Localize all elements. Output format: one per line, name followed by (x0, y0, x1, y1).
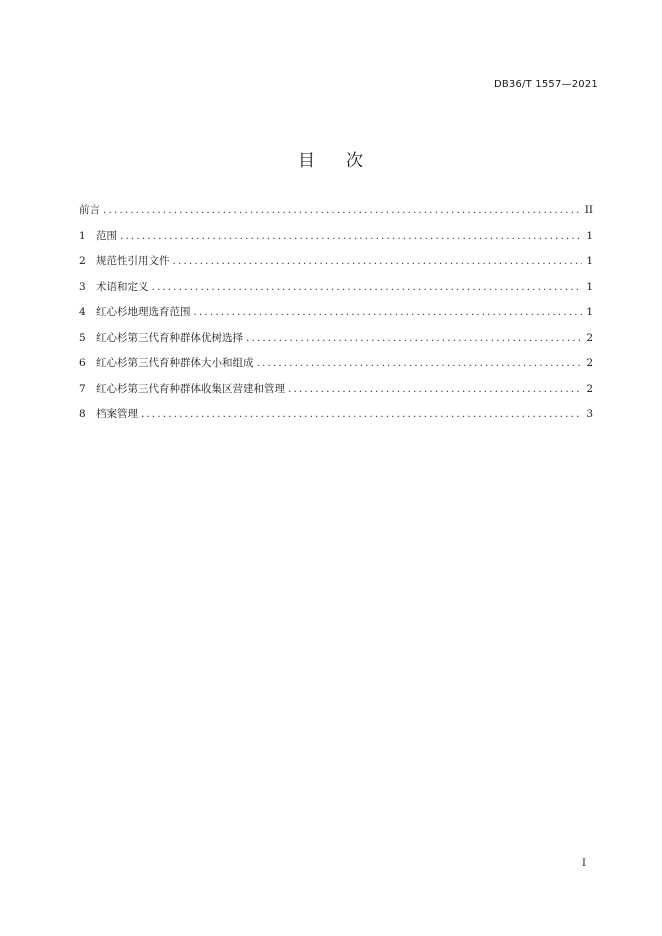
toc-entry-1[interactable] (79, 230, 593, 243)
toc-entry-number: 1 (79, 229, 86, 242)
toc-entry-number: 4 (79, 306, 86, 318)
toc-entry-4[interactable] (79, 306, 593, 319)
toc-entry-page: II (584, 204, 593, 216)
toc-entry-label: 红心杉地理选育范围 (96, 306, 191, 318)
toc-entry-3[interactable] (79, 281, 593, 294)
toc-entry-number: 2 (79, 255, 86, 267)
toc-title (0, 146, 662, 171)
toc-entry-number: 8 (79, 408, 86, 420)
toc-entry-label: 档案管理 (96, 408, 138, 420)
toc-leader-dots (141, 408, 582, 421)
toc-entry-8[interactable] (79, 408, 593, 421)
toc-leader-dots (120, 230, 582, 243)
toc-entry-label: 范围 (96, 229, 117, 242)
toc-title-char-2: 次 (346, 151, 364, 171)
toc-leader-dots (152, 281, 583, 294)
toc-entry-label: 红心杉第三代育种群体收集区营建和管理 (96, 382, 285, 395)
toc-entry-number: 7 (79, 382, 86, 395)
toc-leader-dots (173, 255, 583, 268)
toc-leader-dots (103, 204, 581, 217)
table-of-contents (79, 204, 593, 434)
toc-entry-page: 2 (586, 357, 593, 369)
toc-entry-page: 3 (586, 408, 593, 420)
toc-leader-dots (257, 357, 583, 370)
toc-entry-number: 5 (79, 331, 86, 344)
toc-entry-page: 1 (586, 229, 593, 242)
toc-entry-label: 红心杉第三代育种群体优树选择 (96, 331, 243, 344)
toc-entry-label: 术语和定义 (96, 280, 149, 293)
toc-entry-page: 2 (586, 331, 593, 344)
toc-leader-dots (288, 383, 582, 396)
toc-entry-label: 红心杉第三代育种群体大小和组成 (96, 357, 254, 369)
toc-entry-label: 前言 (79, 204, 100, 216)
toc-entry-label: 规范性引用文件 (96, 255, 170, 267)
toc-title-char-1: 目 (298, 151, 316, 171)
toc-entry-page: 1 (586, 306, 593, 318)
standard-code: DB36/T 1557—2021 (493, 79, 598, 90)
toc-entry-number: 6 (79, 357, 86, 369)
page-number: I (582, 858, 586, 869)
toc-entry-5[interactable] (79, 332, 593, 345)
toc-entry-page: 1 (586, 280, 593, 293)
toc-entry-number: 3 (79, 280, 86, 293)
toc-entry-foreword[interactable] (79, 204, 593, 217)
toc-entry-6[interactable] (79, 357, 593, 370)
toc-entry-7[interactable] (79, 383, 593, 396)
toc-entry-page: 2 (586, 382, 593, 395)
toc-entry-2[interactable] (79, 255, 593, 268)
toc-entry-page: 1 (586, 255, 593, 267)
toc-leader-dots (246, 332, 582, 345)
toc-leader-dots (194, 306, 583, 319)
